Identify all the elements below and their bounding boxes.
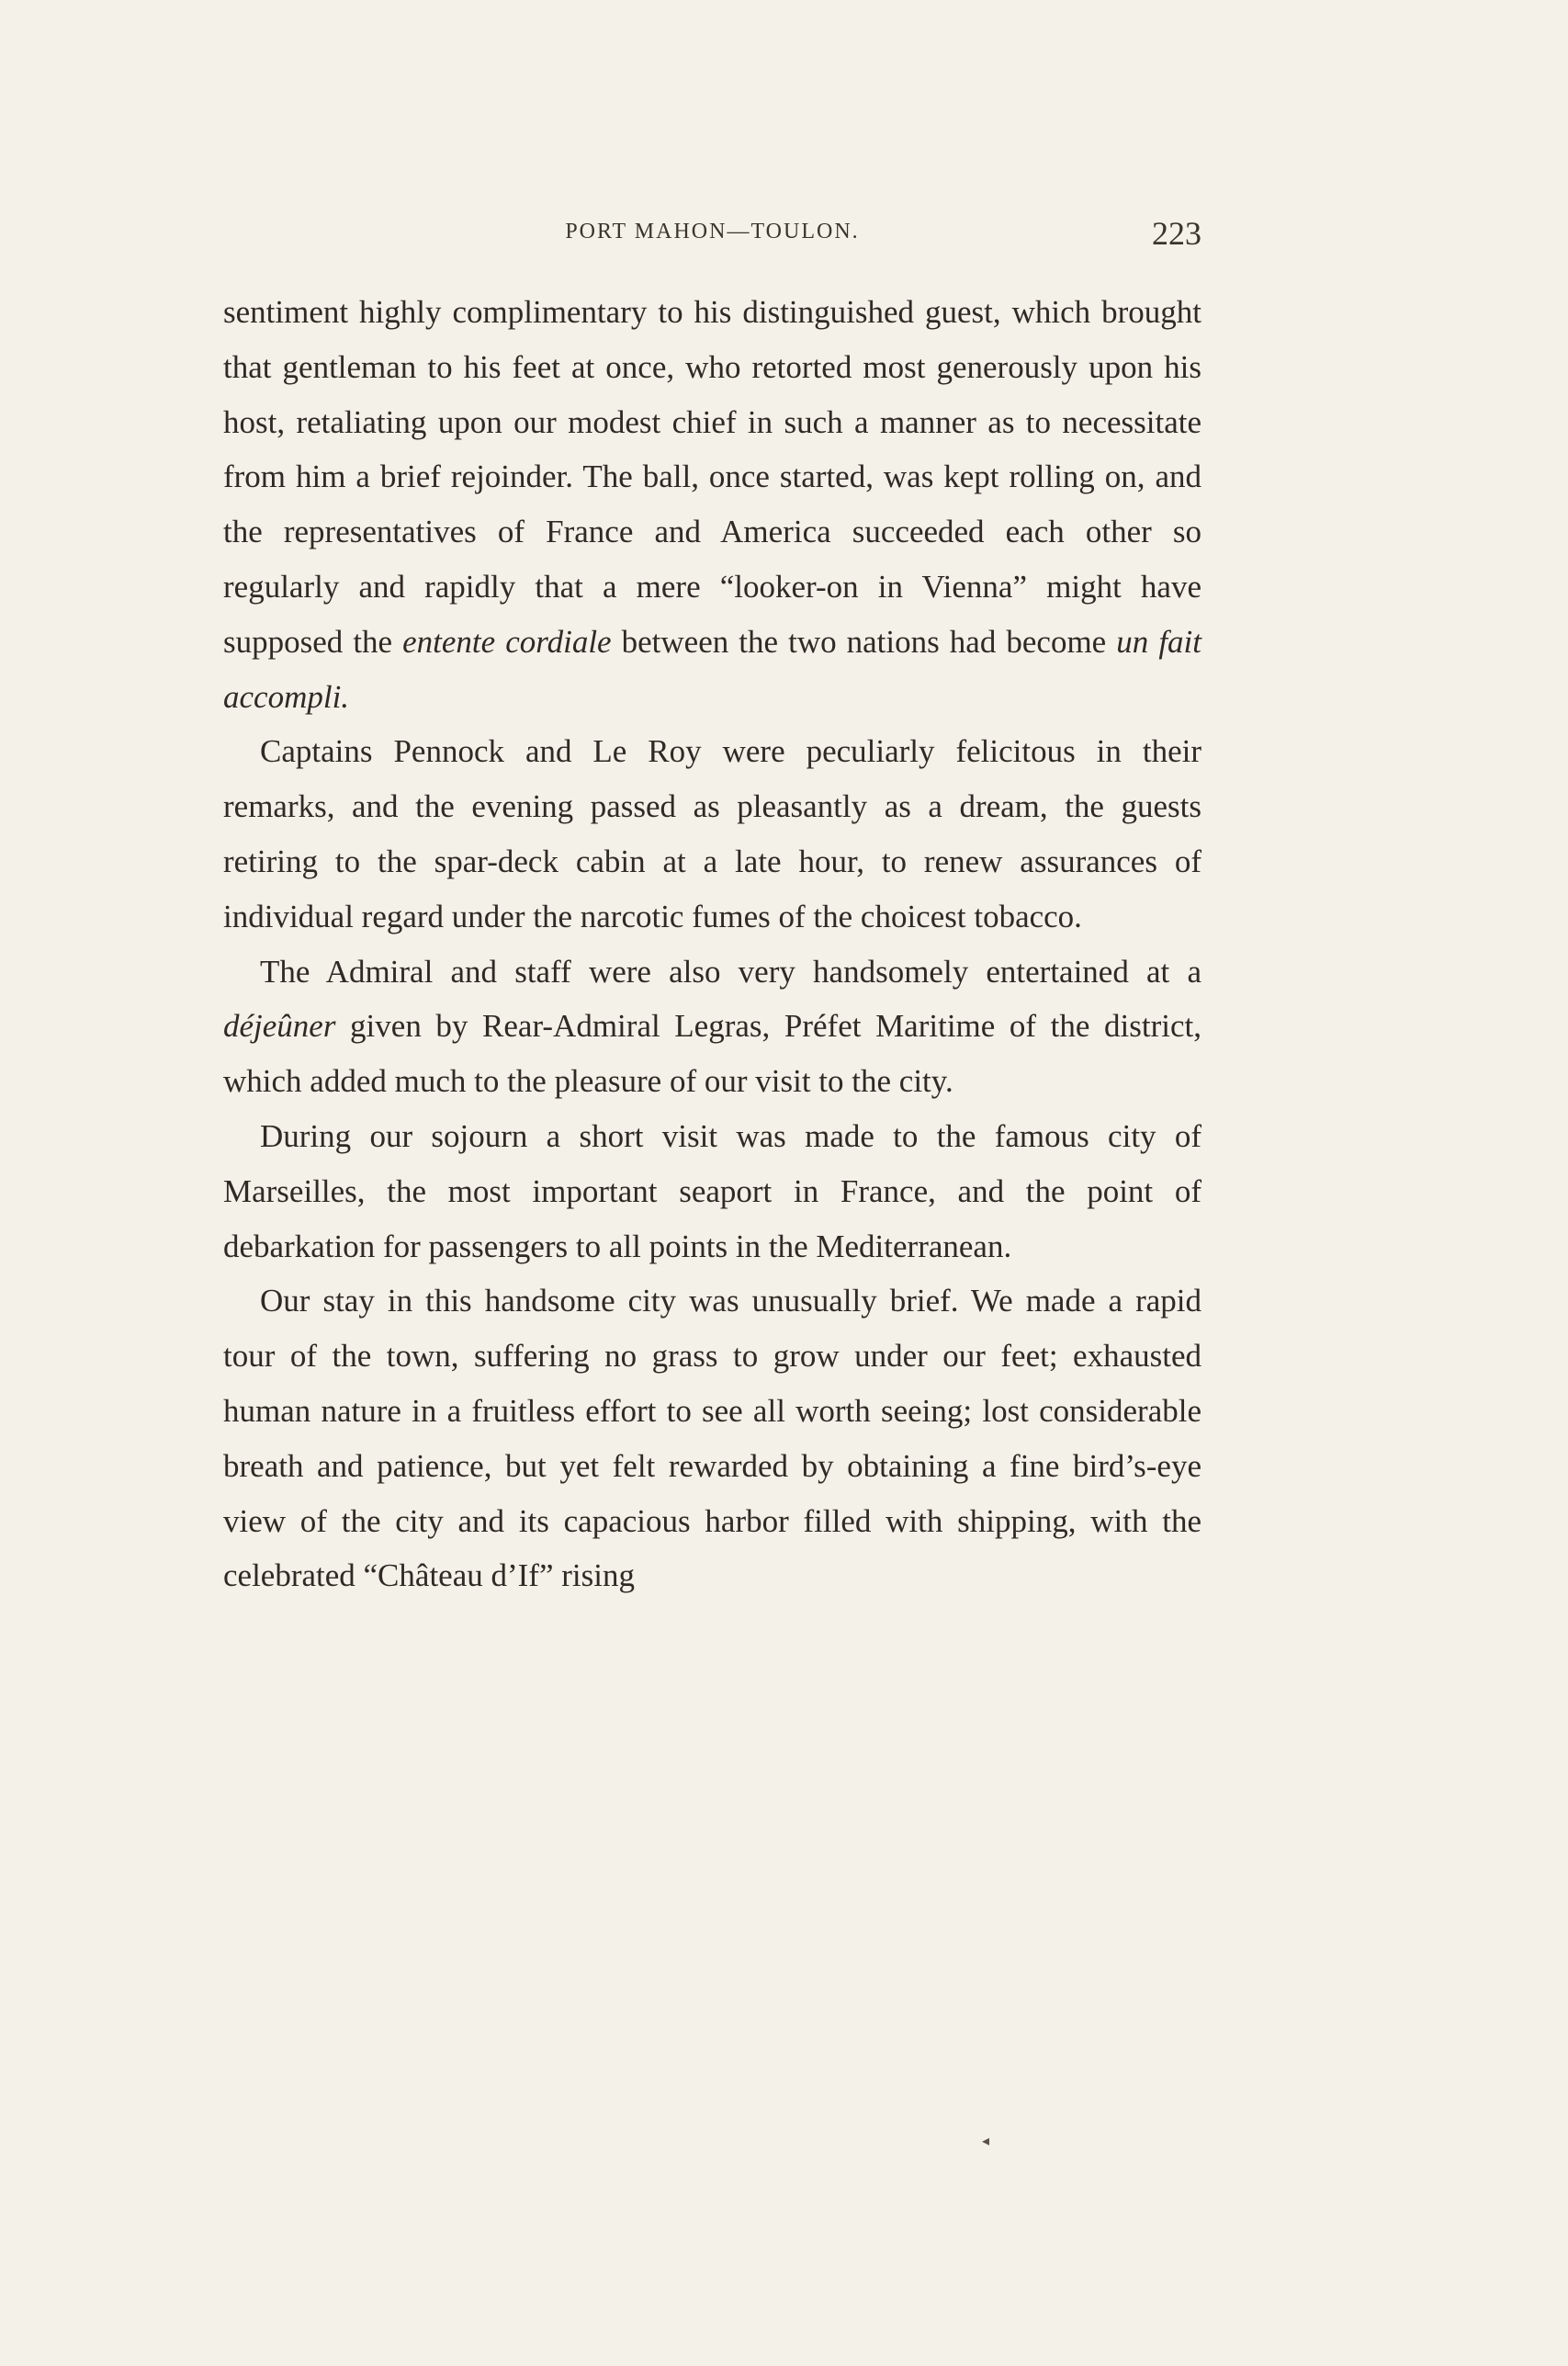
paragraph-text: The Admiral and staff were also very handsomely entertained at a (260, 953, 1201, 990)
paragraph-text: Our stay in this handsome city was unusually brief. We made a rapid tour of the town, suffering no grass to grow under our feet; exhausted human nature in a fruitless effort to see all worth seeing; lost considerable breath and patience, but yet felt rewarded by obtaining a fine bird’s-eye view of the city and its capacious harbor filled with shipping, with the celebrated “Château d’If” rising (223, 1283, 1201, 1594)
body-text (223, 285, 1201, 1603)
paragraph (223, 1274, 1201, 1603)
page-number: 223 (1152, 215, 1201, 252)
paragraph (223, 724, 1201, 944)
paragraph (223, 945, 1201, 1109)
italic-phrase: déjeûner (223, 1008, 336, 1045)
paragraph-text: between the two nations had become (611, 623, 1117, 660)
paragraph-text: During our sojourn a short visit was made to the famous city of Marseilles, the most important seaport in France, and the point of debarkation for passengers to all points in the Mediterranean. (223, 1117, 1201, 1264)
paragraph (223, 285, 1201, 724)
paragraph-text: Captains Pennock and Le Roy were peculiarly felicitous in their remarks, and the evening passed as pleasantly as a dream, the guests retiring to the spar-deck cabin at a late hour, to renew assurances of individual regard under the narcotic fumes of the choicest tobacco. (223, 733, 1201, 934)
paragraph-text: sentiment highly complimentary to his distinguished guest, which brought that gentleman to his feet at once, who retorted most generously upon his host, retaliating upon our modest chief in such a manner as to necessitate from him a brief rejoinder. The ball, once started, was kept rolling on, and the representatives of France and America succeeded each other so regularly and rapidly that a mere “looker-on in Vienna” might have supposed the (223, 294, 1201, 660)
paragraph (223, 1109, 1201, 1274)
italic-phrase: entente cordiale (402, 623, 612, 660)
italic-phrase: un fait accompli. (223, 623, 1201, 715)
page-header (223, 214, 1201, 251)
paragraph-text: given by Rear-Admiral Legras, Préfet Maritime of the district, which added much to the pleasure of our visit to the city. (223, 1008, 1201, 1100)
running-head: PORT MAHON—TOULON. (565, 220, 860, 243)
printer-mark: ◂ (982, 2132, 990, 2149)
